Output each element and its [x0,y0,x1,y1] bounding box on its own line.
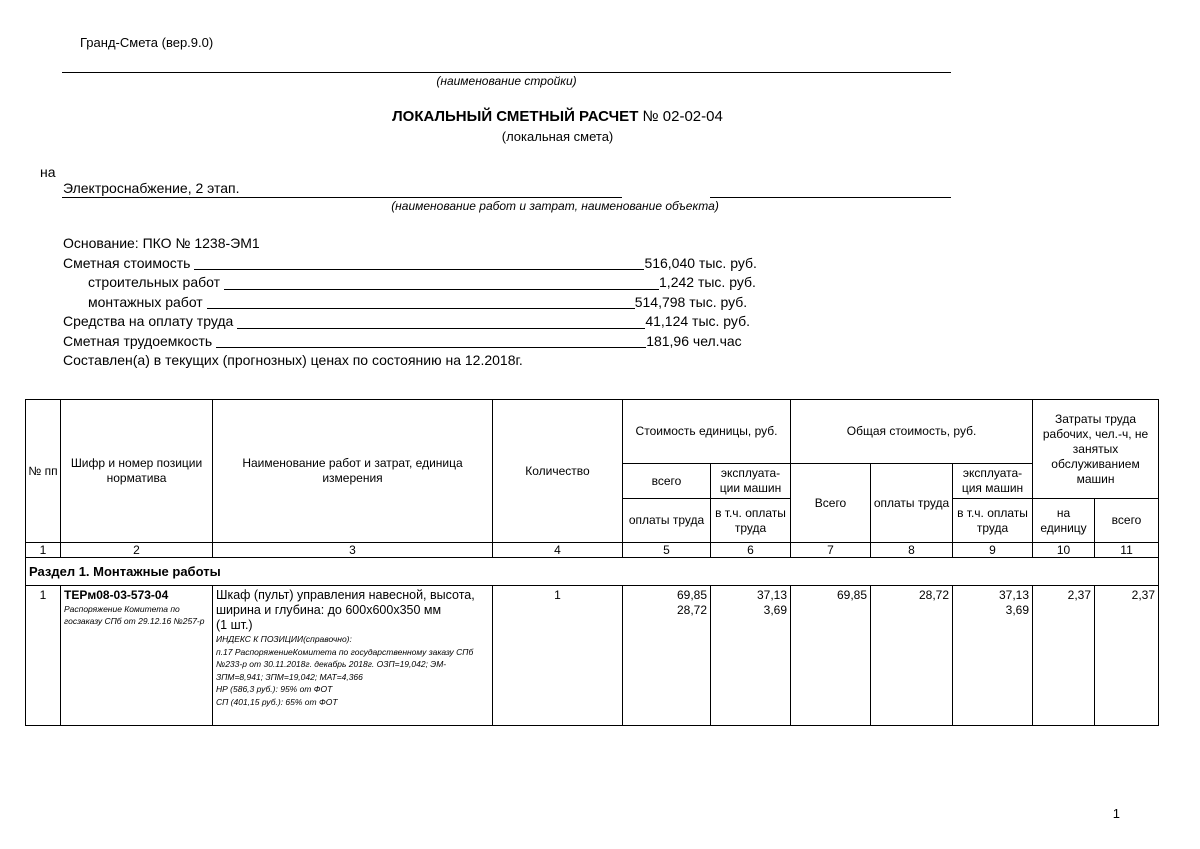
column-number: 2 [61,543,213,558]
column-number: 3 [213,543,493,558]
header-total-machine: эксплуата-ция машин [953,464,1033,499]
basis-row [63,234,823,254]
item-total-wages: 28,72 [871,586,953,726]
column-number: 11 [1095,543,1159,558]
prices-row [63,351,823,371]
item-unit-machine-wages: 3,69 [763,603,787,617]
labor-row [63,332,823,352]
item-note-nr: НР (586,3 руб.): 95% от ФОТ [216,684,333,694]
construction-name-line [62,72,951,73]
item-note-sp: СП (401,15 руб.): 65% от ФОТ [216,696,338,707]
item-total-machine: 37,13 [998,588,1030,602]
document-subtitle: (локальная смета) [501,129,614,144]
header-num: № пп [26,400,61,543]
header-labor-total: всего [1095,499,1159,543]
column-number: 7 [791,543,871,558]
title-number: № 02-02-04 [642,108,723,125]
item-note-index: ИНДЕКС К ПОЗИЦИИ(справочно): [216,634,352,644]
title-text: ЛОКАЛЬНЫЙ СМЕТНЫЙ РАСЧЕТ [392,108,639,125]
fill-line [224,276,659,290]
section-title: Раздел 1. Монтажные работы [26,558,1159,586]
item-labor-total: 2,37 [1095,586,1159,726]
construction-row [63,273,823,293]
basis-text: Основание: ПКО № 1238-ЭМ1 [63,235,260,251]
labor-label: Сметная трудоемкость [63,332,213,349]
item-unit-machine-cell [711,586,791,726]
construction-label: строительных работ [88,274,221,290]
labor-value: 181,96 чел.час [646,332,742,349]
header-total-machine-wages: в т.ч. оплаты труда [953,499,1033,543]
object-line-right [710,197,951,198]
header-total-cost: Общая стоимость, руб. [791,400,1033,464]
object-caption: (наименование работ и затрат, наименование объекта) [391,199,719,213]
installation-value: 514,798 тыс. руб. [634,293,748,310]
column-number: 5 [623,543,711,558]
item-total-machine-cell [953,586,1033,726]
wage-row [63,312,823,332]
document-title [0,108,1115,125]
header-total-all: Всего [791,464,871,543]
na-label: на [40,164,56,180]
item-unit-wages: 28,72 [676,603,707,617]
fill-line [237,315,645,329]
estimated-cost-label: Сметная стоимость [63,254,191,271]
estimated-cost-value: 516,040 тыс. руб. [644,254,757,271]
item-code-note: Распоряжение Комитета по госзаказу СПб от 29.12.16 №257-р [64,604,205,626]
object-name: Электроснабжение, 2 этап. [63,180,240,196]
item-labor-unit: 2,37 [1033,586,1095,726]
header-unit-wages: оплаты труда [623,499,711,543]
item-code: ТЕРм08-03-573-04 [64,588,169,602]
construction-caption: (наименование стройки) [436,74,577,88]
header-qty: Количество [493,400,623,543]
header-unit-machine-wages: в т.ч. оплаты труда [711,499,791,543]
prices-text: Составлен(а) в текущих (прогнозных) ценах по состоянию на 12.2018г. [63,352,523,368]
item-unit: (1 шт.) [216,618,253,632]
header-labor-unit: на единицу [1033,499,1095,543]
column-number: 10 [1033,543,1095,558]
item-unit-total: 69,85 [676,588,707,602]
fill-line [194,256,644,270]
item-name-cell [213,586,493,726]
page-number: 1 [1112,806,1120,821]
column-number: 1 [26,543,61,558]
column-number: 8 [871,543,953,558]
table-row [26,586,1159,726]
wage-label: Средства на оплату труда [63,313,234,329]
item-name: Шкаф (пульт) управления навесной, высота, ширина и глубина: до 600х600х350 мм [216,588,475,617]
column-number: 6 [711,543,791,558]
item-qty: 1 [493,586,623,726]
column-number: 4 [493,543,623,558]
fill-line [216,334,646,348]
wage-value: 41,124 тыс. руб. [645,313,750,329]
header-name: Наименование работ и затрат, единица измерения [213,400,493,543]
header-unit-machine: эксплуата-ции машин [711,464,791,499]
installation-row [63,293,823,313]
item-code-cell [61,586,213,726]
software-name: Гранд-Смета (вер.9.0) [80,35,214,50]
header-code: Шифр и номер позиции норматива [61,400,213,543]
header-total-wages: оплаты труда [871,464,953,543]
header-unit-cost: Стоимость единицы, руб. [623,400,791,464]
item-unit-machine: 37,13 [756,588,787,602]
header-labor: Затраты труда рабочих, чел.-ч, не занятых обслуживанием машин [1033,400,1159,499]
item-num: 1 [26,586,61,726]
construction-value: 1,242 тыс. руб. [659,274,756,290]
fill-line [207,295,635,309]
item-total-machine-wages: 3,69 [1005,603,1030,617]
estimated-cost-row [63,254,823,274]
estimate-table [25,399,1159,726]
item-unit-cost-cell [623,586,711,726]
installation-label: монтажных работ [88,293,203,310]
summary-block [63,234,823,371]
header-unit-total: всего [623,464,711,499]
column-number: 9 [953,543,1033,558]
item-total-all: 69,85 [791,586,871,726]
object-line-left [62,197,622,198]
item-note-order: п.17 РаспоряжениеКомитета по государственному заказу СПб №233-р от 30.11.2018г. декабрь 2018г. ОЗП=19,042; ЭМ-ЗПМ=8,941; ЗПМ=19,042; МАТ=4,366 [216,646,474,682]
